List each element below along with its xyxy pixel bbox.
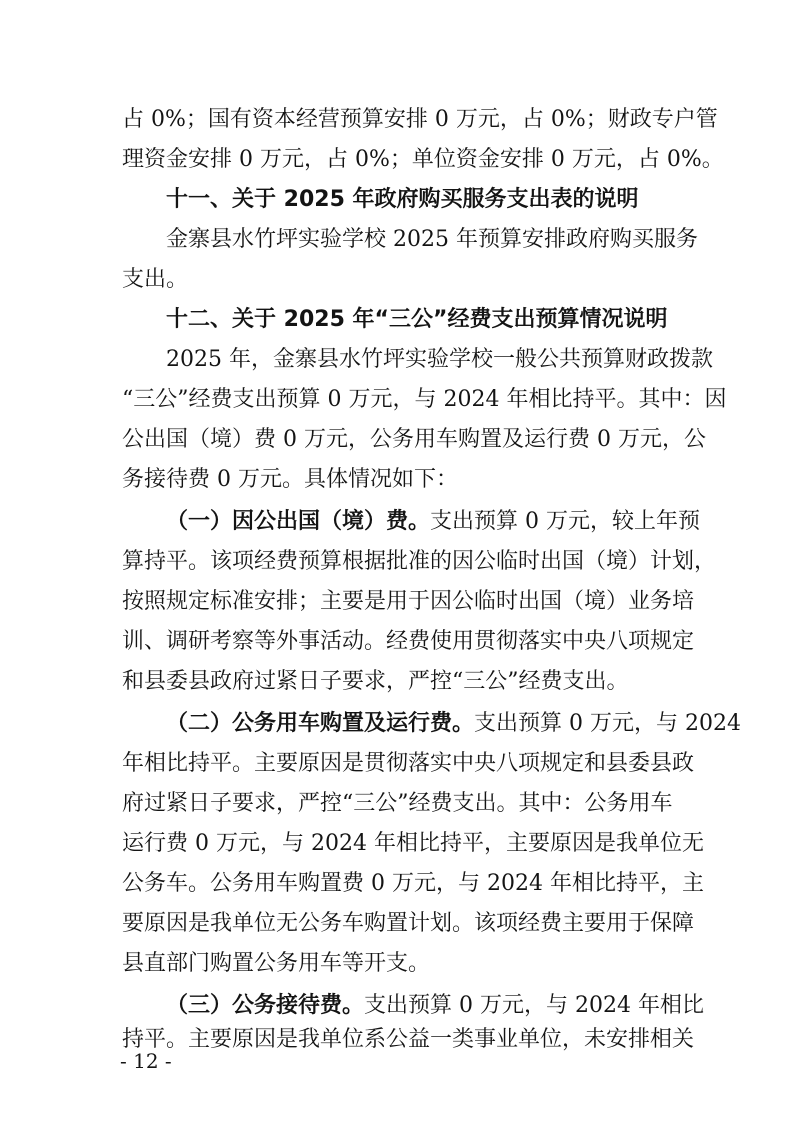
text-line: 金寨县水竹坪实验学校 2025 年预算安排政府购买服务 [166,227,698,252]
text-line: 运行费 0 万元，与 2024 年相比持平，主要原因是我单位无 [122,831,704,856]
text-line: 训、调研考察等外事活动。经费使用贯彻落实中央八项规定 [122,629,695,654]
text-line [166,704,741,744]
section-heading: 十二、关于 2025 年“三公”经费支出预算情况说明 [166,307,668,332]
text-line: 算持平。该项经费预算根据批准的因公临时出国（境）计划， [122,549,717,574]
text-line: 2025 年，金寨县水竹坪实验学校一般公共预算财政拨款 [166,347,713,372]
page-number: - 12 - [120,1049,172,1073]
text-line: 持平。主要原因是我单位系公益一类事业单位，未安排相关 [122,1027,695,1052]
text-line: 支出。 [122,267,189,292]
text-line: 按照规定标准安排；主要是用于因公临时出国（境）业务培 [122,589,695,614]
text-run: 支出预算 0 万元，与 2024 年相比 [364,993,704,1018]
subsection-lead: （二）公务用车购置及运行费。 [166,711,475,736]
subsection-lead: （三）公务接待费。 [166,993,365,1018]
text-line: 公出国（境）费 0 万元，公务用车购置及运行费 0 万元，公 [122,427,706,452]
text-line: 务接待费 0 万元。具体情况如下： [122,467,458,492]
text-line [166,502,700,542]
text-line: 年相比持平。主要原因是贯彻落实中央八项规定和县委县政 [122,751,695,776]
text-line: 府过紧日子要求，严控“三公”经费支出。其中：公务用车 [122,791,673,816]
text-line: 县直部门购置公务用车等开支。 [122,951,431,976]
text-line: 公务车。公务用车购置费 0 万元，与 2024 年相比持平，主 [122,871,704,896]
text-run: 支出预算 0 万元，较上年预 [430,509,700,534]
text-line: 占 0%；国有资本经营预算安排 0 万元，占 0%；财政专户管 [122,107,718,132]
subsection-lead: （一）因公出国（境）费。 [166,509,431,534]
text-line: 和县委县政府过紧日子要求，严控“三公”经费支出。 [122,669,629,694]
section-heading: 十一、关于 2025 年政府购买服务支出表的说明 [166,187,639,212]
text-line: 要原因是我单位无公务车购置计划。该项经费主要用于保障 [122,911,695,936]
text-line: “三公”经费支出预算 0 万元，与 2024 年相比持平。其中：因 [122,387,727,412]
text-run: 支出预算 0 万元，与 2024 [474,711,741,736]
text-line: 理资金安排 0 万元，占 0%；单位资金安排 0 万元，占 0%。 [122,147,724,172]
